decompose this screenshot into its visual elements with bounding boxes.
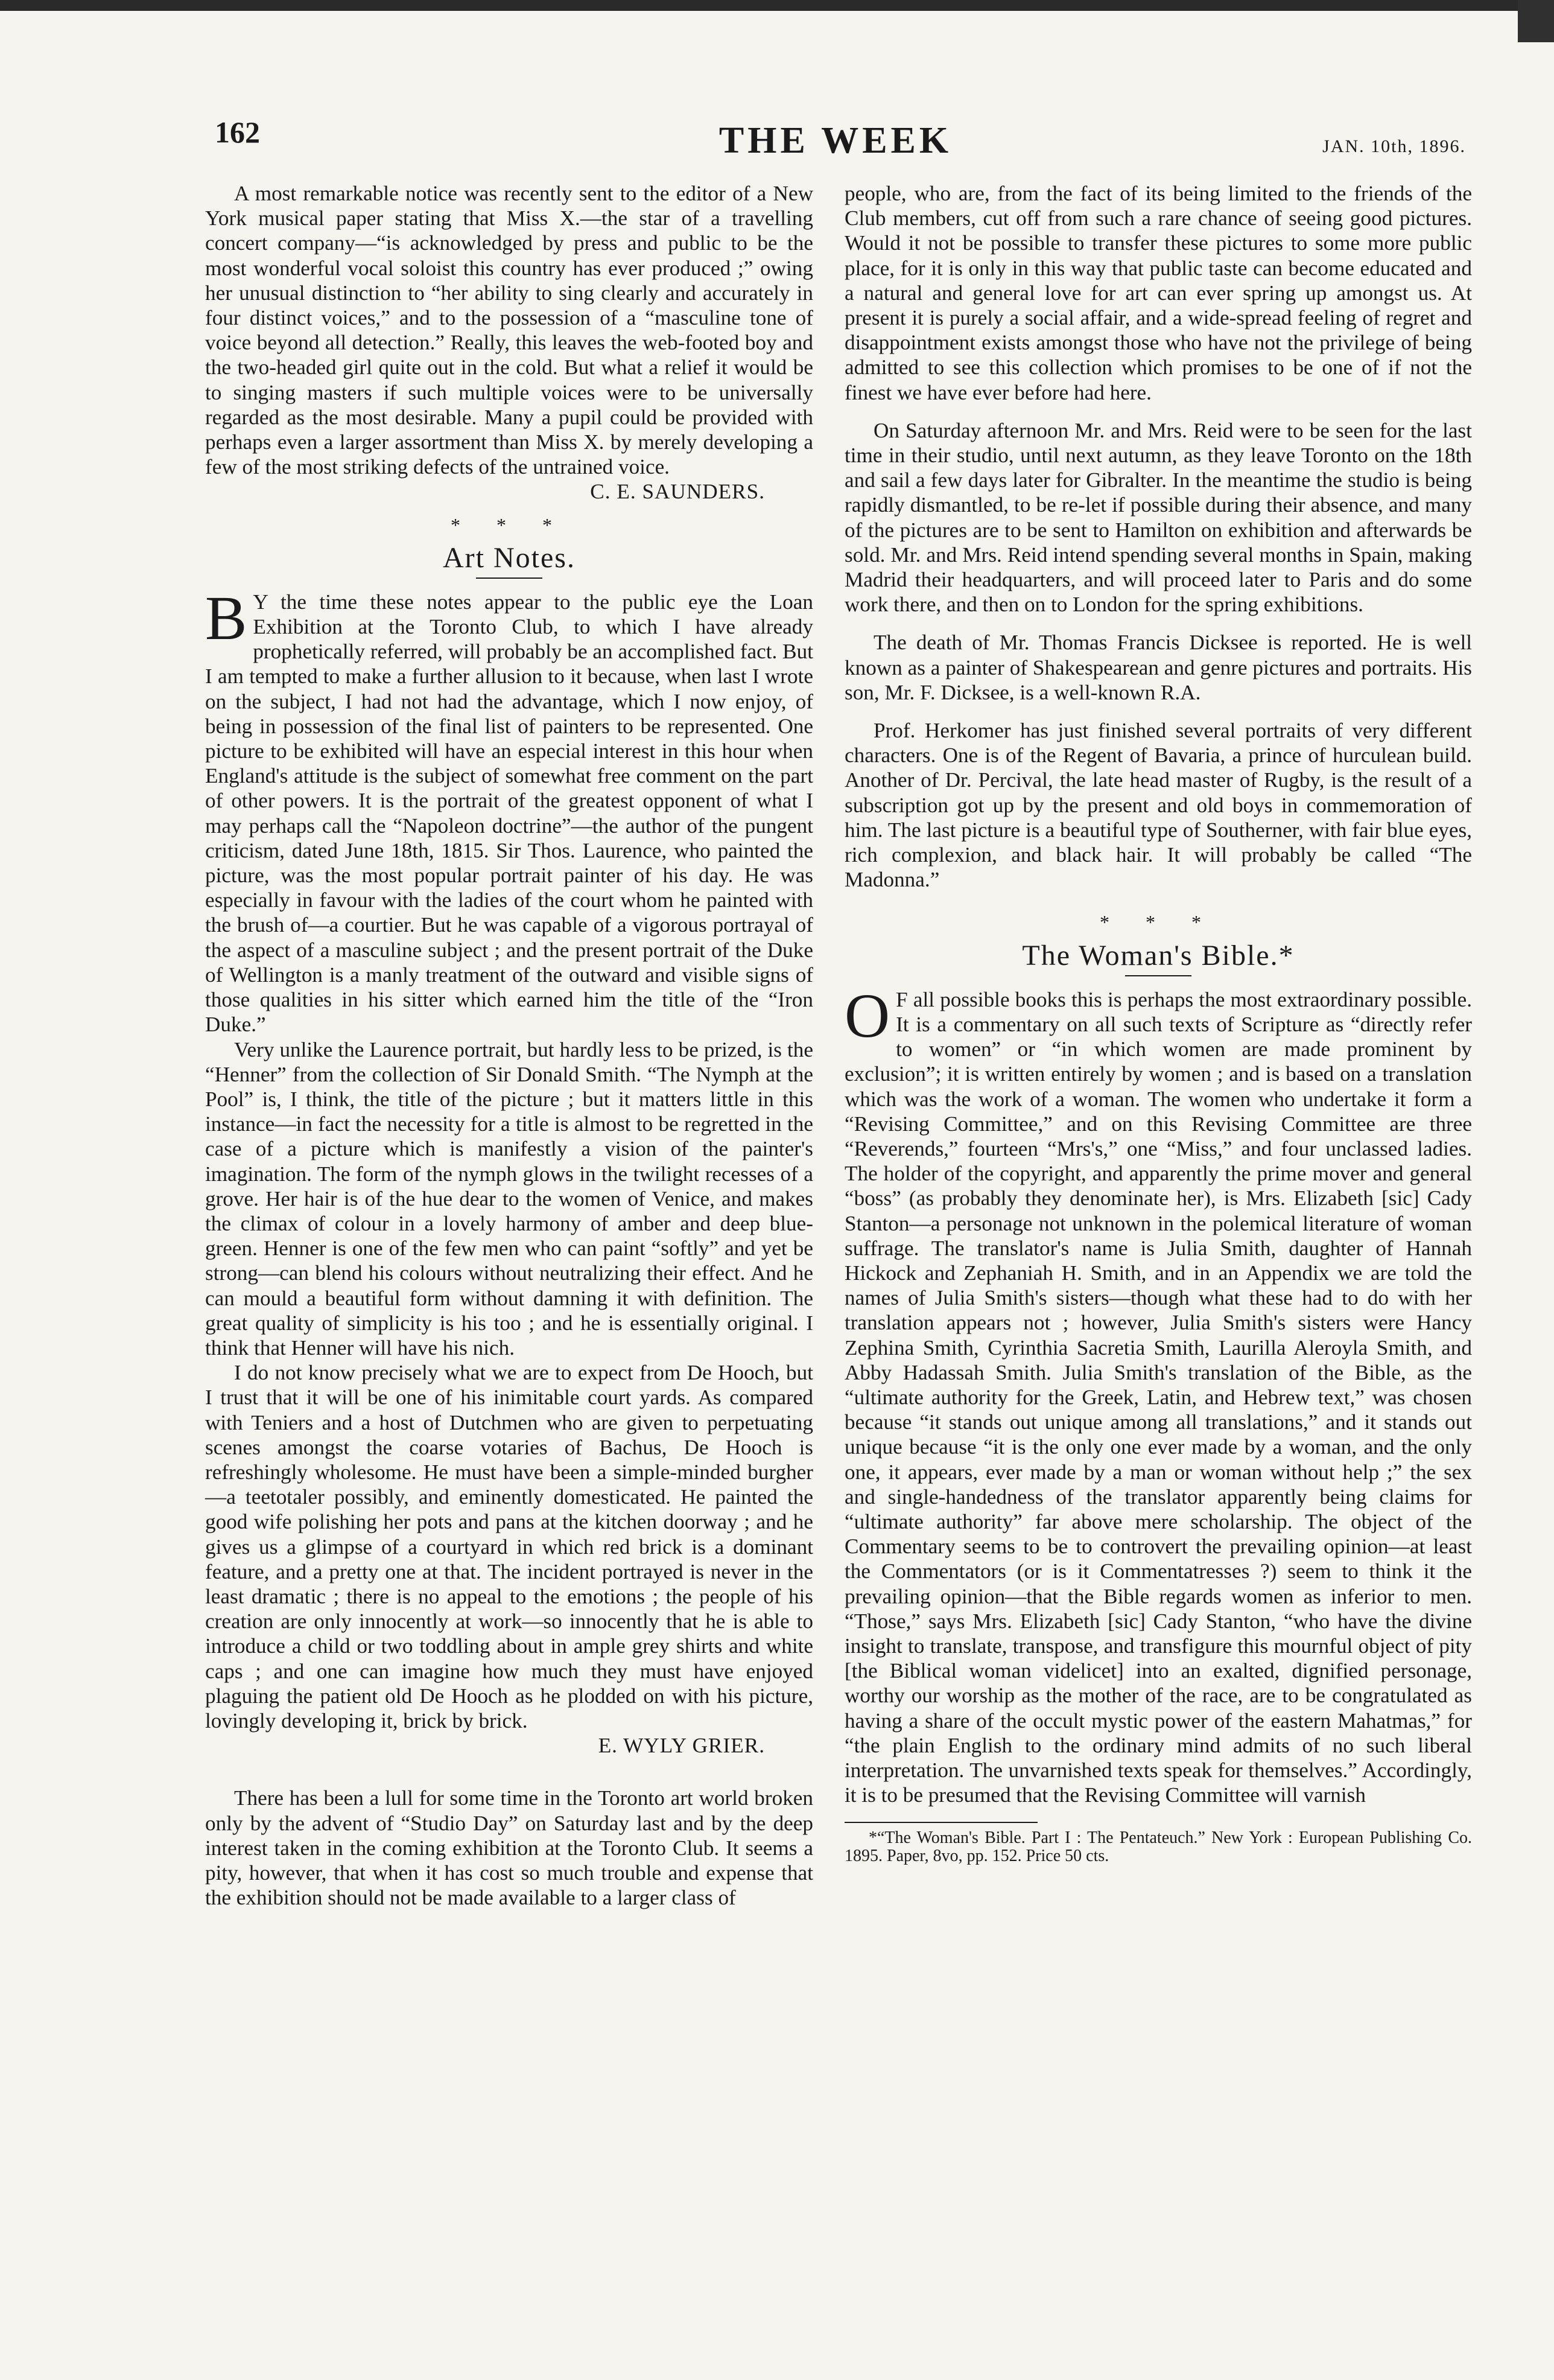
- right-column: [845, 181, 1472, 1865]
- spacer: [845, 405, 1472, 418]
- music-notice-paragraph: A most remarkable notice was recently sent to the editor of a New York musical paper stating that Miss X.—the star of a travelling concert company—“is acknowledged by press and public to be the most wonderful vocal soloist this country has ever produced ;” owing her unusual distinction to “her ability to sing clearly and accurately in four distinct voices,” and to the possession of a “masculine tone of voice beyond all detection.” Really, this leaves the web-footed boy and the two-headed girl quite out in the cold. But what a relief it would be to singing masters if such multiple voices were to be universally regarded as the most desirable. Many a pupil could be provided with perhaps even a larger assortment than Miss X. by merely developing a few of the most striking defects of the untrained voice.: [205, 182, 813, 479]
- signature-grier: E. WYLY GRIER.: [598, 1734, 765, 1758]
- womans-bible-title: The Woman's Bible.*: [1022, 939, 1295, 972]
- art-notes-title: Art Notes.: [443, 541, 576, 574]
- footnote-rule: [845, 1822, 1038, 1823]
- toronto-art-paragraph: There has been a lull for some time in the Toronto art world broken only by the advent of “Studio Day” on Saturday last and by the deep interest taken in the coming exhibition at the Toronto Club. It seems a pity, however, that when it has cost so much trouble and expense that the exhibition should not be made available to a larger class of: [205, 1786, 813, 1910]
- reid-paragraph: On Saturday afternoon Mr. and Mrs. Reid were to be seen for the last time in their studio, until next autumn, as they leave Toronto on the 18th and sail a few days later for Gibralter. In the meantime the studio is being rapidly dismantled, to be re-let if possible during their absence, and many of the pictures are to be sent to Hamilton on exhibition and afterwards be sold. Mr. and Mrs. Reid intend spending several months in Spain, making Madrid their headquarters, and will proceed later to Paris and do some work there, and then on to London for the spring exhibitions.: [845, 418, 1472, 617]
- signature-saunders: C. E. SAUNDERS.: [590, 480, 765, 504]
- art-notes-text-1: Y the time these notes appear to the public eye the Loan Exhibition at the Toronto Club, to which I have already prophetically referred, will probably be an accomplished fact. But I am tempted to make a further allusion to it because, when last I wrote on the subject, I had not had the advantage, which I now enjoy, of being in possession of the final list of painters to be represented. One picture to be exhibited will have an especial interest in this hour when England's attitude is the subject of somewhat free comment on the part of other powers. It is the portrait of the greatest opponent of what I may perhaps call the “Napoleon doctrine”—the author of the pungent criticism, dated June 18th, 1815. Sir Thos. Laurence, who painted the picture, was the most popular portrait painter of his day. He was especially in favour with the ladies of the court whom he painted with the brush of—a courtier. But he was capable of a vigorous portrayal of the aspect of a masculine subject ; and the present portrait of the Duke of Wellington is a manly treatment of the outward and visible signs of those qualities in his sitter which earned him the title of the “Iron Duke.”: [205, 590, 813, 1037]
- spacer: [845, 617, 1472, 630]
- continued-paragraph: people, who are, from the fact of its being limited to the friends of the Club members, cut off from such a rare chance of seeing good pictures. Would it not be possible to transfer these pictures to some more public place, for it is only in this way that public taste can become educated and a natural and general love for art can ever spring up amongst us. At present it is purely a social affair, and a wide-spread feeling of regret and disappointment exists amongst those who have not the privilege of being admitted to see this collection which promises to be one of if not the finest we have ever before had here.: [845, 182, 1472, 404]
- title-rule: [1125, 975, 1191, 976]
- issue-date: JAN. 10th, 1896.: [1322, 136, 1466, 156]
- left-column: [205, 181, 813, 1910]
- dicksee-paragraph: The death of Mr. Thomas Francis Dicksee is reported. He is well known as a painter of Shakespearean and genre pictures and portraits. His son, Mr. F. Dicksee, is a well-known R.A.: [845, 631, 1472, 704]
- page-header: [205, 115, 1466, 169]
- title-rule: [476, 578, 542, 579]
- footnote: *“The Woman's Bible. Part I : The Pentateuch.” New York : European Publishing Co. 1895. Paper, 8vo, pp. 152. Price 50 cts.: [845, 1828, 1472, 1866]
- womans-bible-paragraph: [845, 981, 1472, 1808]
- herkomer-paragraph: Prof. Herkomer has just finished several portraits of very different characters. One is of the Regent of Bavaria, a prince of hurculean build. Another of Dr. Percival, the late head master of Rugby, is the result of a subscription got up by the present and old boys in commemoration of him. The last picture is a beautiful type of Southerner, with fair blue eyes, rich complexion, and black hair. It will probably be called “The Madonna.”: [845, 719, 1472, 892]
- masthead: THE WEEK: [718, 120, 953, 161]
- drop-cap: B: [205, 583, 247, 653]
- page-corner-edge: [1518, 0, 1554, 42]
- signature-row: [205, 479, 813, 504]
- signature-row: [205, 1733, 813, 1758]
- spacer: [845, 705, 1472, 718]
- section-divider-stars: * * *: [451, 514, 568, 536]
- womans-bible-text: F all possible books this is perhaps the most extraordinary possible. It is a commentary on all such texts of Scripture as “directly refer to women” or “in which women are made prominent by exclusion”; it is written entirely by women ; and is based on a translation which was the work of a woman. The women who undertake it form a “Revising Committee,” and on this Revising Committee are three “Reverends,” fourteen “Mrs's,” one “Miss,” and four unclassed ladies. The holder of the copyright, and apparently the prime mover and general “boss” (as probably they denominate her), is Mrs. Elizabeth [sic] Cady Stanton—a personage not unknown in the polemical literature of woman suffrage. The translator's name is Julia Smith, daughter of Hannah Hickock and Zephaniah H. Smith, and in an Appendix we are told the names of Julia Smith's sisters—though what these had to do with her translation appears not ; however, Julia Smith's sisters were Hancy Zephina Smith, Cyrinthia Sacretia Smith, Laurilla Aleroyla Smith, and Abby Hadassah Smith. Julia Smith's translation of the Bible, as the “ultimate authority for the Greek, Latin, and Hebrew text,” was chosen because “it stands out unique among all translations,” and it stands out unique because “it is the only one ever made by a woman, and the only one, it appears, ever made by a man or woman without help ;” the sex and single-handedness of the translator apparently being claims for “ultimate authority” far above mere scholarship. The object of the Commentary seems to be to controvert the prevailing opinion—at least the Commentators (or is it Commentatresses ?) seem to think it the prevailing opinion—that the Bible regards women as inferior to men. “Those,” says Mrs. Elizabeth [sic] Cady Stanton, “who have the divine insight to translate, transpose, and transfigure this mournful object of pity [the Biblical woman videlicet] into an exalted, dignified personage, worthy our worship as the mother of the race, are to be congratulated as having a share of the occult mystic power of the eastern Mahatmas,” for “the plain English to the ordinary mind admits of no such liberal interpretation. The unvarnished texts speak for themselves.” Accordingly, it is to be presumed that the Revising Committee will varnish: [845, 987, 1472, 1807]
- spacer: [205, 1758, 813, 1786]
- art-notes-paragraph-3: I do not know precisely what we are to expect from De Hooch, but I trust that it will be one of his inimitable court yards. As compared with Teniers and a host of Dutchmen who are given to perpetuating scenes amongst the coarse votaries of Bachus, De Hooch is refreshingly wholesome. He must have been a simple-minded burgher—a teetotaler possibly, and eminently domesticated. He painted the good wife polishing her pots and pans at the kitchen doorway ; and he gives us a glimpse of a courtyard in which red brick is a dominant feature, and a pretty one at that. The incident portrayed is never in the least dramatic ; there is no appeal to the emotions ; the people of his creation are only innocently at work—so innocently that he is able to introduce a child or two toddling about in ample grey shirts and white caps ; and one can imagine how much they must have enjoyed plaguing the patient old De Hooch as he plodded on with his picture, lovingly developing it, brick by brick.: [205, 1361, 813, 1732]
- section-divider-stars: * * *: [1100, 911, 1217, 934]
- page-number: 162: [215, 115, 260, 149]
- art-notes-paragraph-2: Very unlike the Laurence portrait, but hardly less to be prized, is the “Henner” from the collection of Sir Donald Smith. “The Nymph at the Pool” is, I think, the title of the picture ; but it matters little in this instance—in fact the necessity for a title is almost to be regretted in the case of a picture which is manifestly a vision of the painter's imagination. The form of the nymph glows in the twilight recesses of a grove. Her hair is of the hue dear to the women of Venice, and makes the climax of colour in a lovely harmony of amber and deep blue-green. Henner is one of the few men who can paint “softly” and yet be strong—can blend his colours without neutralizing their effect. And he can mould a beautiful form without damning it with definition. The great quality of simplicity is his too ; and he is essentially original. I think that Henner will have his nich.: [205, 1037, 813, 1360]
- drop-cap: O: [845, 981, 890, 1051]
- page-top-edge: [0, 0, 1554, 11]
- art-notes-paragraph-1: [205, 583, 813, 1037]
